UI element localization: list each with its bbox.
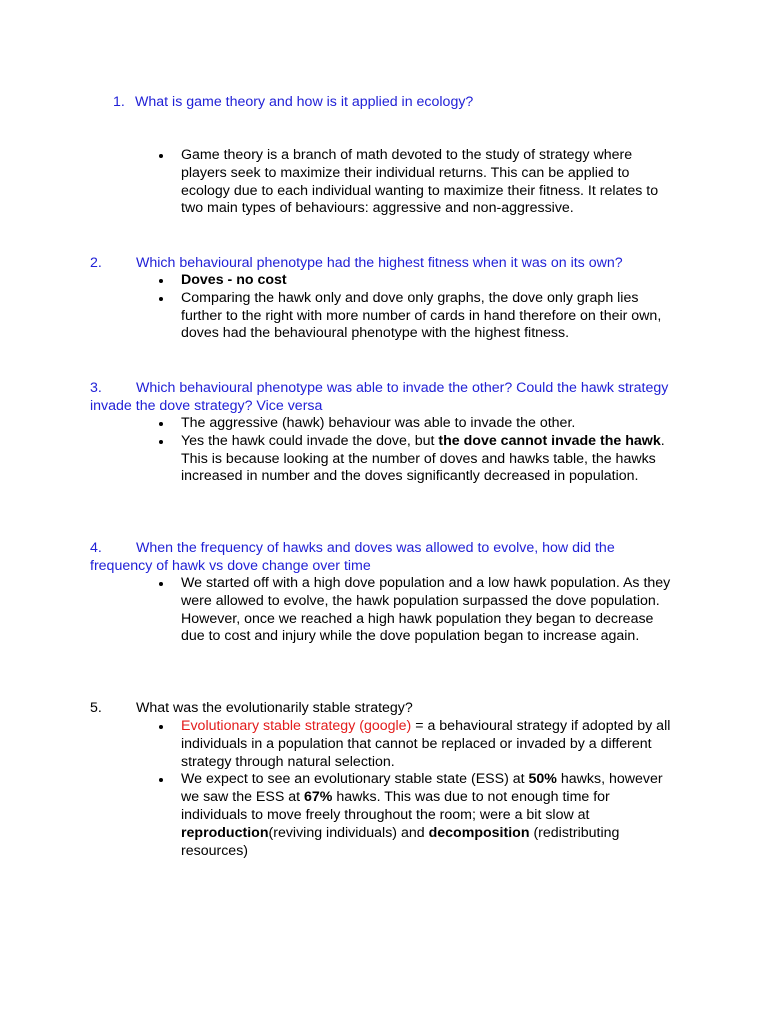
- answer-list-2: [157, 272, 677, 343]
- question-number: 1.: [113, 94, 125, 110]
- question-number: 2.: [90, 255, 102, 271]
- question-text: Which behavioural phenotype was able to invade the other? Could the hawk strategy invade the dove strategy? Vice versa: [90, 380, 669, 414]
- bullet-icon: [159, 725, 163, 729]
- list-item: Doves - no cost: [157, 272, 677, 290]
- question-text: What was the evolutionarily stable strategy?: [136, 700, 413, 716]
- question-5: [90, 700, 680, 718]
- list-item: Yes the hawk could invade the dove, but the dove cannot invade the hawk. This is because looking at the number of doves and hawks table, the hawks increased in number and the doves significantly decreased in population.: [157, 433, 677, 486]
- question-3: [90, 380, 680, 416]
- list-item: The aggressive (hawk) behaviour was able to invade the other.: [157, 415, 677, 433]
- list-item: We expect to see an evolutionary stable state (ESS) at 50% hawks, however we saw the ESS at 67% hawks. This was due to not enough time for individuals to move freely throughout the room; were a bit slow at reproduction(reviving individuals) and decomposition (redistributing resources): [157, 771, 677, 860]
- question-text: What is game theory and how is it applied in ecology?: [135, 94, 474, 110]
- question-2: [90, 255, 680, 273]
- question-1: [113, 94, 703, 112]
- answer-list-3: [157, 415, 677, 486]
- answer-list-4: [157, 575, 677, 646]
- bullet-icon: [159, 582, 163, 586]
- bullet-icon: [159, 440, 163, 444]
- question-number: 3.: [90, 380, 102, 396]
- bullet-icon: [159, 297, 163, 301]
- question-text: When the frequency of hawks and doves was allowed to evolve, how did the frequency of hawk vs dove change over time: [90, 540, 615, 574]
- list-item: Game theory is a branch of math devoted to the study of strategy where players seek to maximize their individual returns. This can be applied to ecology due to each individual wanting to maximize their fitness. It relates to two main types of behaviours: aggressive and non-aggressive.: [157, 147, 677, 218]
- definition-term: Evolutionary stable strategy (google): [181, 718, 412, 734]
- question-4: [90, 540, 680, 576]
- answer-list-5: [157, 718, 677, 860]
- answer-list-1: [157, 147, 677, 218]
- question-number: 4.: [90, 540, 102, 556]
- bullet-icon: [159, 422, 163, 426]
- bullet-icon: [159, 154, 163, 158]
- list-item: Evolutionary stable strategy (google) = a behavioural strategy if adopted by all individuals in a population that cannot be replaced or invaded by a different strategy through natural selection.: [157, 718, 677, 771]
- bullet-icon: [159, 279, 163, 283]
- list-item: Comparing the hawk only and dove only graphs, the dove only graph lies further to the right with more number of cards in hand therefore on their own, doves had the behavioural phenotype with the highest fitness.: [157, 290, 677, 343]
- question-text: Which behavioural phenotype had the highest fitness when it was on its own?: [136, 255, 623, 271]
- list-item: We started off with a high dove population and a low hawk population. As they were allowed to evolve, the hawk population surpassed the dove population. However, once we reached a high hawk population they began to decrease due to cost and injury while the dove population began to increase again.: [157, 575, 677, 646]
- question-number: 5.: [90, 700, 102, 716]
- bullet-icon: [159, 778, 163, 782]
